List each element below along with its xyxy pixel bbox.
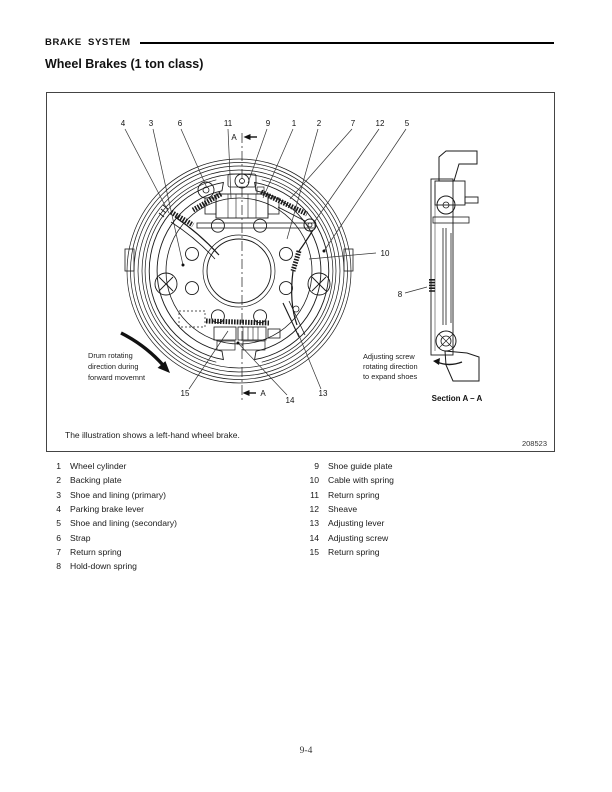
part-row: 3 Shoe and lining (primary) [56, 489, 167, 500]
part-row: 8 Hold-down spring [56, 561, 137, 572]
svg-text:4: 4 [120, 119, 126, 128]
svg-text:15: 15 [180, 389, 190, 398]
svg-text:12: 12 [375, 119, 385, 128]
section-view [431, 151, 479, 381]
parts-list-left [45, 459, 177, 574]
part-row: 10 Cable with spring [309, 475, 394, 486]
adjusting-screw-assembly [179, 311, 280, 350]
svg-text:rotating direction: rotating direction [363, 362, 418, 371]
svg-text:7: 7 [350, 119, 356, 128]
page-title: Wheel Brakes (1 ton class) [45, 57, 204, 71]
part-row: 2 Backing plate [56, 475, 122, 486]
svg-text:A: A [260, 389, 266, 398]
part-row: 15 Return spring [309, 547, 380, 558]
part-row: 13 Adjusting lever [309, 518, 385, 529]
section-marker-bottom [243, 389, 267, 398]
svg-text:to expand shoes: to expand shoes [363, 372, 418, 381]
svg-text:10: 10 [380, 249, 390, 258]
drum-rings [125, 159, 353, 383]
figure-caption: The illustration shows a left-hand wheel brake. [65, 430, 240, 440]
drum-rotation-note [88, 333, 170, 382]
figure-number: 208523 [521, 439, 547, 448]
header-rule [140, 42, 554, 44]
svg-text:6: 6 [177, 119, 183, 128]
part-row: 12 Sheave [309, 504, 358, 515]
svg-text:direction during: direction during [88, 362, 139, 371]
part-row: 6 Strap [56, 532, 91, 543]
part-row: 5 Shoe and lining (secondary) [56, 518, 178, 529]
part-row: 1 Wheel cylinder [56, 461, 127, 471]
svg-text:forward movemnt: forward movemnt [88, 373, 146, 382]
part-row: 11 Return spring [310, 489, 380, 500]
svg-text:8: 8 [397, 290, 403, 299]
svg-text:3: 3 [148, 119, 154, 128]
section-label: Section A – A [431, 394, 483, 403]
svg-text:Adjusting screw: Adjusting screw [363, 352, 415, 361]
svg-text:1: 1 [291, 119, 297, 128]
part-row: 9 Shoe guide plate [314, 461, 393, 471]
svg-text:14: 14 [285, 396, 295, 405]
part-row: 4 Parking brake lever [56, 504, 145, 515]
svg-text:Drum rotating: Drum rotating [88, 351, 133, 360]
svg-text:9: 9 [265, 119, 271, 128]
parts-list-right [303, 459, 394, 559]
adjust-direction-arrow [437, 362, 462, 365]
adjusting-note [363, 352, 418, 381]
svg-text:2: 2 [316, 119, 322, 128]
part-row: 7 Return spring [56, 547, 122, 558]
part-row: 14 Adjusting screw [309, 532, 389, 543]
section-title: BRAKE SYSTEM [45, 37, 131, 48]
leader-dots [182, 250, 326, 345]
svg-text:5: 5 [404, 119, 410, 128]
page-number: 9-4 [299, 746, 313, 756]
rotation-arrow [121, 333, 163, 365]
section-marker-top [231, 133, 257, 142]
svg-text:A: A [231, 133, 237, 142]
brake-diagram [47, 93, 554, 451]
hold-down-pin-right [308, 273, 330, 295]
figure-box [46, 92, 555, 452]
svg-text:13: 13 [318, 389, 328, 398]
svg-text:11: 11 [223, 119, 233, 128]
